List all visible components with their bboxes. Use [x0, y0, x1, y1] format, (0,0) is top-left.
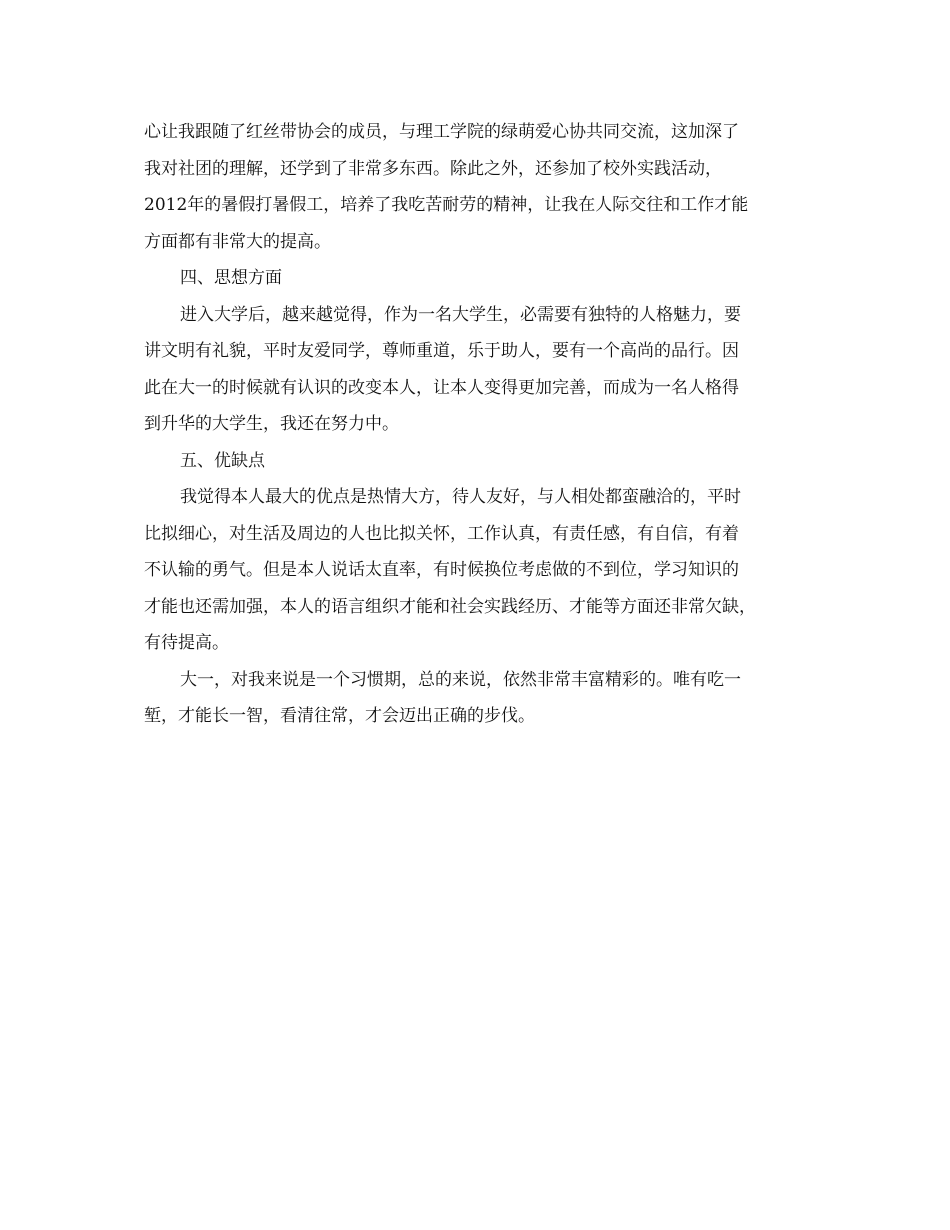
- text-line: 才能也还需加强，本人的语言组织才能和社会实践经历、才能等方面还非常欠缺，: [144, 596, 756, 617]
- text-line: 有待提高。: [144, 633, 229, 653]
- text-line: 讲文明有礼貌，平时友爱同学，尊师重道，乐于助人，要有一个高尚的品行。因: [144, 341, 739, 361]
- document-body: [144, 114, 804, 735]
- text-line: 心让我跟随了红丝带协会的成员，与理工学院的绿萌爱心协共同交流，这加深了: [144, 122, 739, 142]
- text-line: 不认输的勇气。但是本人说话太直率，有时候换位考虑做的不到位，学习知识的: [144, 560, 739, 580]
- text-line: 大一，对我来说是一个习惯期，总的来说，依然非常丰富精彩的。唯有吃一: [180, 669, 741, 690]
- text-line: 堑，才能长一智，看清往常，才会迈出正确的步伐。: [144, 706, 535, 726]
- text-line: 方面都有非常大的提高。: [144, 231, 331, 252]
- text-line: 到升华的大学生，我还在努力中。: [144, 414, 399, 434]
- text-line: 比拟细心，对生活及周边的人也比拟关怀，工作认真，有责任感，有自信，有着: [144, 523, 739, 544]
- section-heading-strengths-weaknesses: 五、优缺点: [180, 450, 265, 471]
- text-line: 2012年的暑假打暑假工，培养了我吃苦耐劳的精神，让我在人际交往和工作才能: [144, 195, 749, 215]
- text-line: 此在大一的时候就有认识的改变本人，让本人变得更加完善，而成为一名人格得: [144, 377, 739, 398]
- text-line: 我对社团的理解，还学到了非常多东西。除此之外，还参加了校外实践活动，: [144, 158, 722, 179]
- section-heading-thought: 四、思想方面: [180, 268, 282, 288]
- text-line: 进入大学后，越来越觉得，作为一名大学生，必需要有独特的人格魅力，要: [180, 304, 741, 325]
- text-line: 我觉得本人最大的优点是热情大方，待人友好，与人相处都蛮融洽的，平时: [180, 487, 741, 507]
